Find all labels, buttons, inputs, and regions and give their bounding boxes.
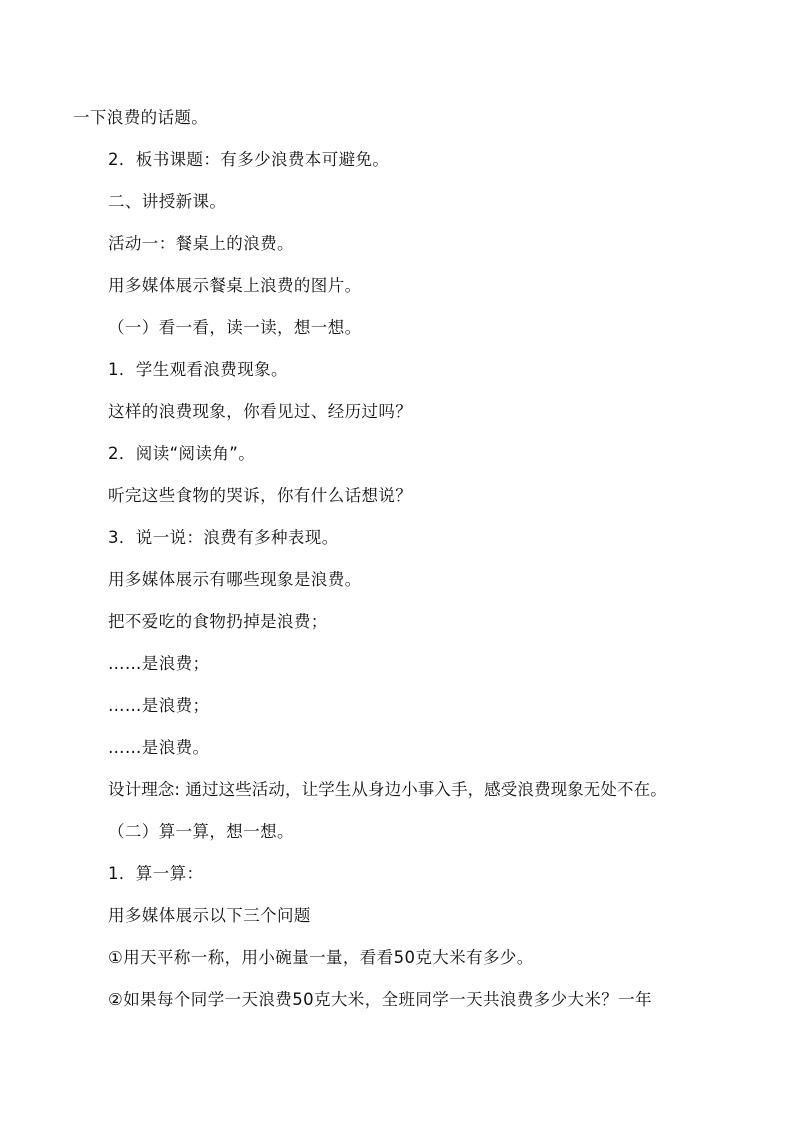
text-line: ……是浪费。 <box>108 738 210 757</box>
text-line: 2．板书课题：有多少浪费本可避免。 <box>108 150 390 169</box>
subsection-heading: （一）看一看，读一读，想一想。 <box>108 318 362 337</box>
text-line: 用多媒体展示以下三个问题 <box>108 906 311 925</box>
text-line: 2．阅读“阅读角”。 <box>108 444 256 463</box>
text-line: 1．算一算： <box>108 864 204 883</box>
text-line: 听完这些食物的哭诉，你有什么话想说？ <box>108 486 413 505</box>
text-line: ……是浪费； <box>108 654 210 673</box>
text-line: 这样的浪费现象，你看见过、经历过吗？ <box>108 402 413 421</box>
text-line: ……是浪费； <box>108 696 210 715</box>
activity-heading: 活动一：餐桌上的浪费。 <box>108 234 294 253</box>
text-line: 用多媒体展示餐桌上浪费的图片。 <box>108 276 362 295</box>
text-line: ②如果每个同学一天浪费50克大米，全班同学一天共浪费多少大米？一年 <box>108 990 652 1009</box>
text-line: 1．学生观看浪费现象。 <box>108 360 288 379</box>
design-concept-line: 设计理念: 通过这些活动，让学生从身边小事入手，感受浪费现象无处不在。 <box>108 780 667 799</box>
text-line: 用多媒体展示有哪些现象是浪费。 <box>108 570 362 589</box>
subsection-heading: （二）算一算，想一想。 <box>108 822 294 841</box>
text-line: 把不爱吃的食物扔掉是浪费； <box>108 612 328 631</box>
text-line: 一下浪费的话题。 <box>73 108 209 127</box>
text-line: 3．说一说：浪费有多种表现。 <box>108 528 339 547</box>
text-line: ①用天平称一称，用小碗量一量，看看50克大米有多少。 <box>108 948 534 967</box>
section-heading: 二、讲授新课。 <box>108 192 227 211</box>
